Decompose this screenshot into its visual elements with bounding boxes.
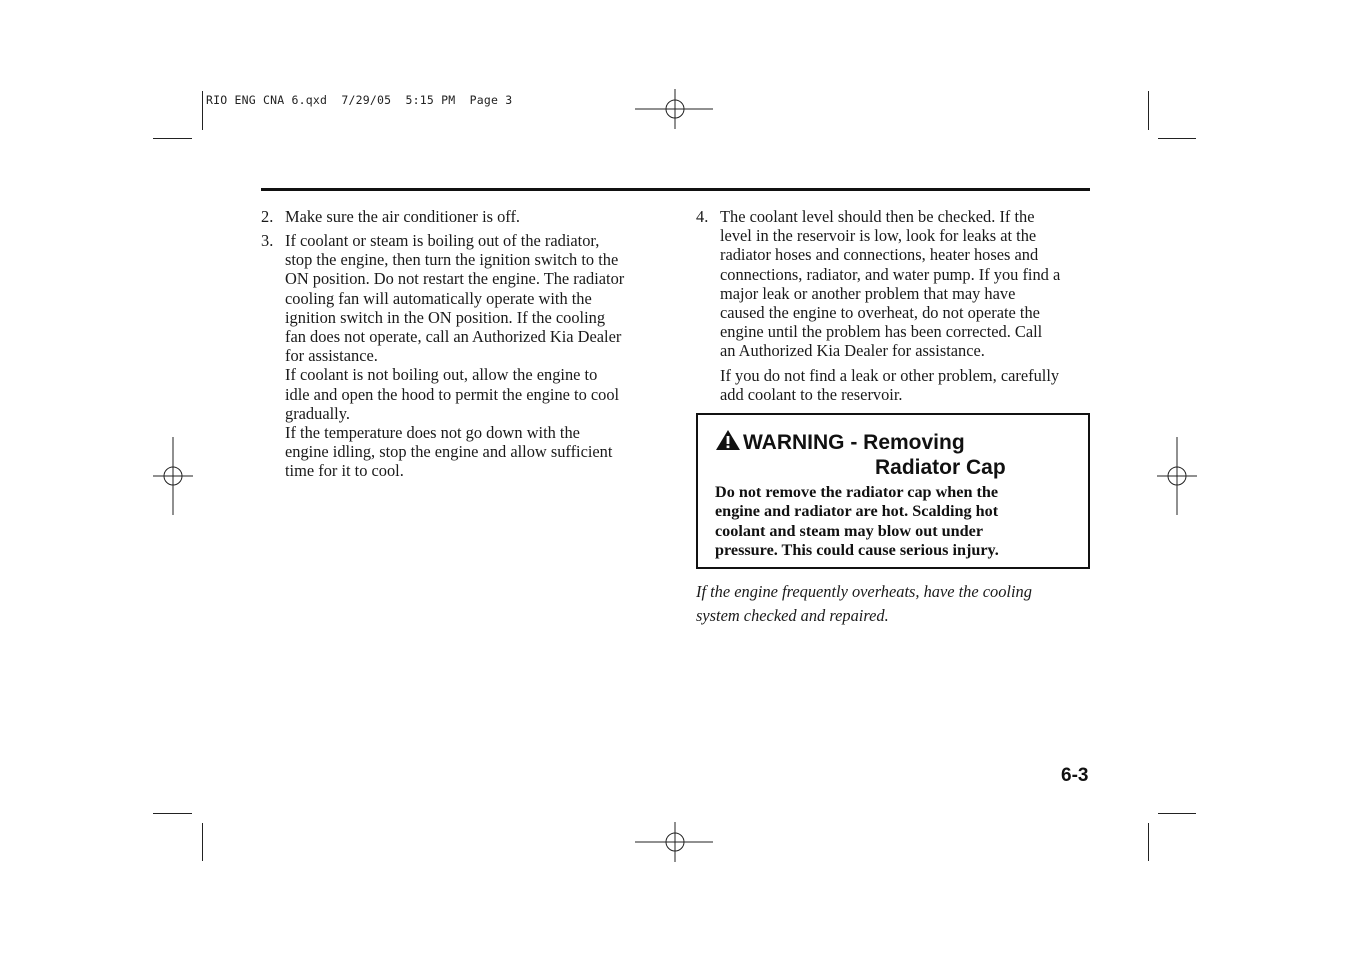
text-line: stop the engine, then turn the ignition switch to the (285, 250, 619, 270)
warning-title-line: WARNING - Removing (743, 431, 965, 454)
text-line: gradually. (285, 403, 350, 423)
text-line: major leak or another problem that may have (720, 283, 1016, 303)
text-line: Do not remove the radiator cap when the (715, 483, 999, 501)
text-line: idle and open the hood to permit the engine to cool (285, 384, 620, 404)
text-line: connections, radiator, and water pump. If you find a (720, 264, 1061, 284)
list-text (285, 207, 520, 226)
registration-mark-icon (153, 437, 193, 517)
italic-note (696, 580, 1096, 628)
text-line: cooling fan will automatically operate with the (285, 288, 592, 308)
crop-mark (202, 91, 203, 130)
header-rule (261, 188, 1090, 191)
registration-mark-icon (1157, 437, 1197, 517)
text-line: If the engine frequently overheats, have the cooling (696, 582, 1032, 601)
crop-mark (1158, 813, 1196, 814)
text-line: If the temperature does not go down with the (285, 423, 580, 443)
list-number: 2. (261, 207, 274, 226)
crop-mark (1148, 91, 1149, 130)
text-line: fan does not operate, call an Authorized Kia Dealer (285, 327, 622, 347)
print-slug: RIO ENG CNA 6.qxd 7/29/05 5:15 PM Page 3 (206, 93, 513, 107)
registration-mark-icon (635, 89, 715, 129)
text-line: caused the engine to overheat, do not operate the (720, 303, 1040, 323)
text-line: ignition switch in the ON position. If the cooling (285, 307, 606, 327)
text-line: engine idling, stop the engine and allow sufficient (285, 442, 613, 462)
text-line: If you do not find a leak or other problem, carefully (720, 365, 1060, 385)
warning-title-line: Radiator Cap (875, 456, 1006, 479)
text-line: ON position. Do not restart the engine. The radiator (285, 269, 625, 289)
page-number: 6-3 (1061, 765, 1089, 786)
text-line: If coolant is not boiling out, allow the engine to (285, 365, 598, 385)
crop-mark (202, 823, 203, 861)
text-line: add coolant to the reservoir. (720, 384, 903, 404)
warning-triangle-icon (715, 429, 741, 451)
text-line: pressure. This could cause serious injury. (715, 541, 999, 560)
list-text (720, 207, 1060, 404)
crop-mark (1158, 138, 1196, 139)
text-line: engine until the problem has been corrected. Call (720, 322, 1043, 342)
list-text (285, 231, 624, 481)
warning-body (715, 483, 1080, 561)
text-line: time for it to cool. (285, 461, 404, 481)
text-line: system checked and repaired. (696, 606, 889, 625)
text-line: for assistance. (285, 346, 378, 366)
text-line: The coolant level should then be checked. If the (720, 207, 1035, 226)
text-line: If coolant or steam is boiling out of the radiator, (285, 231, 600, 250)
warning-box (696, 413, 1090, 569)
registration-mark-icon (635, 822, 715, 862)
text-line: Make sure the air conditioner is off. (285, 207, 521, 226)
warning-title (715, 429, 1006, 480)
text-line: level in the reservoir is low, look for leaks at the (720, 226, 1037, 246)
text-line: radiator hoses and connections, heater hoses and (720, 245, 1039, 265)
text-line: an Authorized Kia Dealer for assistance. (720, 341, 985, 361)
list-number: 4. (696, 207, 709, 226)
text-line: engine and radiator are hot. Scalding hot (715, 502, 999, 521)
text-line: coolant and steam may blow out under (715, 521, 984, 540)
crop-mark (153, 813, 192, 814)
list-number: 3. (261, 231, 274, 250)
crop-mark (1148, 823, 1149, 861)
crop-mark (153, 138, 192, 139)
